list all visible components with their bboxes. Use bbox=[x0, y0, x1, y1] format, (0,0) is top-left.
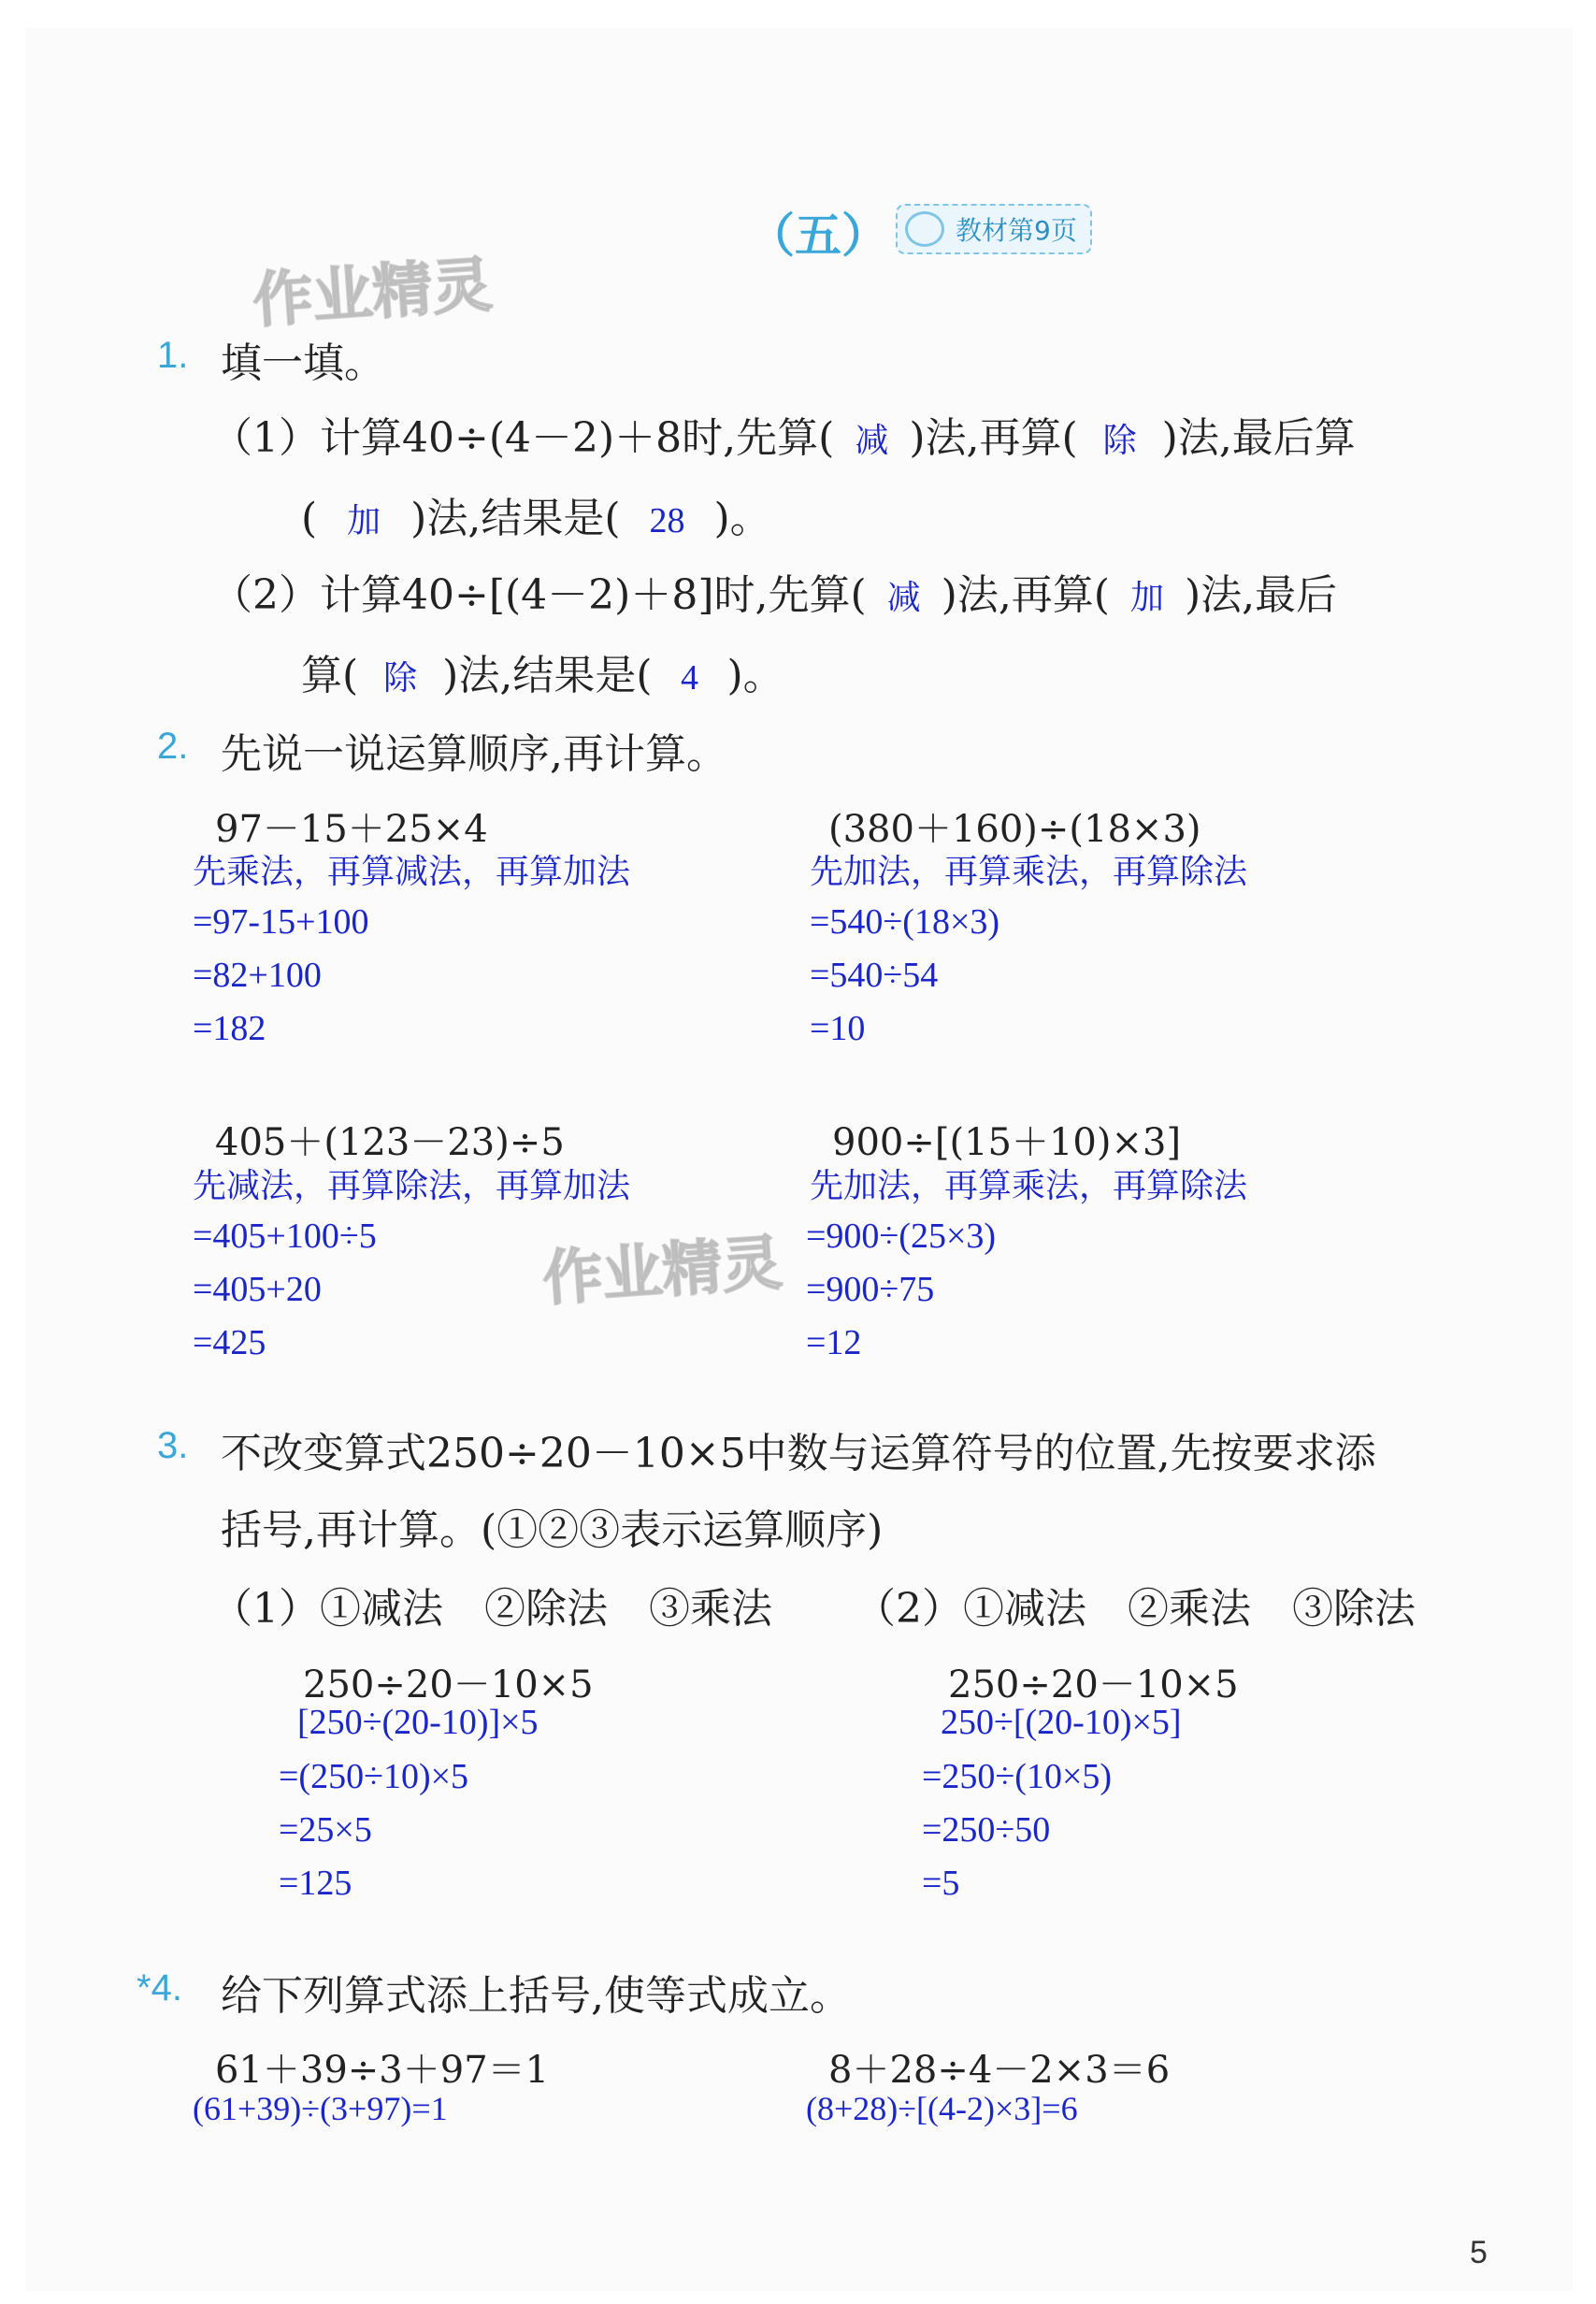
q2-item3-step2: =405+20 bbox=[193, 1270, 322, 1309]
q3-part1-step2: =25×5 bbox=[279, 1810, 372, 1850]
q2-item4-order: 先加法，再算乘法，再算除法 bbox=[810, 1167, 1248, 1205]
q3-prompt-line1: 不改变算式250÷20－10×5中数与运算符号的位置,先按要求添 bbox=[221, 1430, 1376, 1477]
q2-item1-order: 先乘法，再算减法，再算加法 bbox=[193, 853, 631, 891]
q1-p2-text-b: )法,再算( bbox=[941, 571, 1110, 619]
q2-item1-step3: =182 bbox=[193, 1009, 266, 1048]
textbook-page-tag bbox=[896, 204, 1092, 254]
section-title: （五） bbox=[748, 209, 888, 263]
q2-item1-expression: 97－15＋25×4 bbox=[215, 808, 488, 851]
watermark: 作业精灵 bbox=[251, 251, 495, 337]
q1-p1-text-a: 计算40÷(4－2)＋8时,先算( bbox=[320, 414, 835, 462]
q1-p1-label: （1） bbox=[211, 414, 320, 462]
page-number: 5 bbox=[1470, 2235, 1488, 2270]
q2-number: 2. bbox=[157, 726, 189, 767]
q1-p2-answer2: 加 bbox=[1129, 579, 1164, 617]
q1-p1-text-f: )。 bbox=[713, 495, 771, 542]
q3-part2-step1: =250÷(10×5) bbox=[922, 1757, 1113, 1796]
q1-part2-line1 bbox=[211, 561, 1337, 621]
q2-item2-order: 先加法，再算乘法，再算除法 bbox=[810, 853, 1248, 891]
q3-part1-label: （1）①减法 ②除法 ③乘法 bbox=[211, 1585, 772, 1633]
q4-prompt: 给下列算式添上括号,使等式成立。 bbox=[221, 1972, 851, 2020]
q2-item4-expression: 900÷[(15＋10)×3] bbox=[832, 1121, 1182, 1164]
q2-item4-step3: =12 bbox=[806, 1323, 862, 1362]
watermark-center: 作业精灵 bbox=[540, 1229, 784, 1315]
q3-part1-step1: =(250÷10)×5 bbox=[279, 1757, 469, 1796]
q1-p1-answer3: 加 bbox=[347, 502, 381, 540]
q1-part2-line2 bbox=[301, 641, 784, 701]
q1-p2-text-a: 计算40÷[(4－2)＋8]时,先算( bbox=[320, 571, 867, 619]
q1-p1-text-b: )法,再算( bbox=[909, 414, 1078, 462]
q1-p2-text-f: )。 bbox=[726, 652, 784, 699]
q4-item1-expression: 61＋39÷3＋97＝1 bbox=[215, 2049, 550, 2092]
q1-p2-answer1: 减 bbox=[886, 579, 921, 617]
q1-p2-answer4: 4 bbox=[681, 658, 698, 698]
q1-p1-answer2: 除 bbox=[1102, 422, 1137, 460]
q1-p1-text-e: )法,结果是( bbox=[410, 495, 621, 542]
q4-number: *4. bbox=[137, 1967, 182, 2009]
q2-prompt: 先说一说运算顺序,再计算。 bbox=[221, 730, 727, 778]
q1-number: 1. bbox=[157, 335, 189, 376]
q2-item3-expression: 405＋(123－23)÷5 bbox=[215, 1121, 565, 1164]
q3-number: 3. bbox=[157, 1425, 189, 1466]
q3-part2-expression: 250÷20－10×5 bbox=[948, 1663, 1239, 1706]
q2-item1-step1: =97-15+100 bbox=[193, 902, 369, 942]
q1-p2-text-d: 算( bbox=[301, 652, 359, 699]
q1-p1-text-c: )法,最后算 bbox=[1161, 414, 1356, 462]
textbook-page-label: 教材第9页 bbox=[956, 215, 1077, 246]
q2-item3-step3: =425 bbox=[193, 1323, 266, 1362]
q3-prompt-line2: 括号,再计算。(①②③表示运算顺序) bbox=[221, 1506, 884, 1554]
q1-p1-answer4: 28 bbox=[649, 501, 685, 540]
q1-p1-answer1: 减 bbox=[855, 422, 889, 460]
q3-part1-answer: [250÷(20-10)]×5 bbox=[297, 1703, 539, 1742]
q3-part1-step3: =125 bbox=[279, 1864, 352, 1903]
q2-item2-step3: =10 bbox=[810, 1009, 866, 1048]
q3-part1-expression: 250÷20－10×5 bbox=[303, 1663, 594, 1706]
cloud-icon bbox=[905, 211, 944, 247]
q3-part2-step3: =5 bbox=[922, 1864, 960, 1903]
q2-item4-step2: =900÷75 bbox=[806, 1270, 935, 1309]
q2-item4-step1: =900÷(25×3) bbox=[806, 1217, 997, 1256]
q2-item3-step1: =405+100÷5 bbox=[193, 1217, 377, 1256]
q1-p2-answer3: 除 bbox=[383, 659, 418, 698]
q4-item2-expression: 8＋28÷4－2×3＝6 bbox=[828, 2049, 1171, 2092]
q4-item2-answer: (8+28)÷[(4-2)×3]=6 bbox=[806, 2090, 1078, 2127]
q2-item2-expression: (380＋160)÷(18×3) bbox=[828, 808, 1201, 851]
q2-item2-step2: =540÷54 bbox=[810, 956, 939, 995]
q4-item1-answer: (61+39)÷(3+97)=1 bbox=[193, 2090, 448, 2127]
q1-part1-line2 bbox=[301, 484, 771, 544]
q1-p1-text-d: ( bbox=[301, 495, 318, 542]
q1-p2-label: （2） bbox=[211, 571, 320, 619]
q3-part2-label: （2）①减法 ②乘法 ③除法 bbox=[855, 1585, 1416, 1633]
q2-item1-step2: =82+100 bbox=[193, 956, 322, 995]
q2-item2-step1: =540÷(18×3) bbox=[810, 902, 1000, 942]
q1-p2-text-c: )法,最后 bbox=[1184, 571, 1338, 619]
q3-part2-answer: 250÷[(20-10)×5] bbox=[941, 1703, 1182, 1742]
q1-p2-text-e: )法,结果是( bbox=[442, 652, 653, 699]
q1-prompt: 填一填。 bbox=[221, 339, 385, 387]
q2-item3-order: 先减法，再算除法，再算加法 bbox=[193, 1167, 631, 1205]
q3-part2-step2: =250÷50 bbox=[922, 1810, 1051, 1850]
q1-part1-line1 bbox=[211, 404, 1356, 464]
